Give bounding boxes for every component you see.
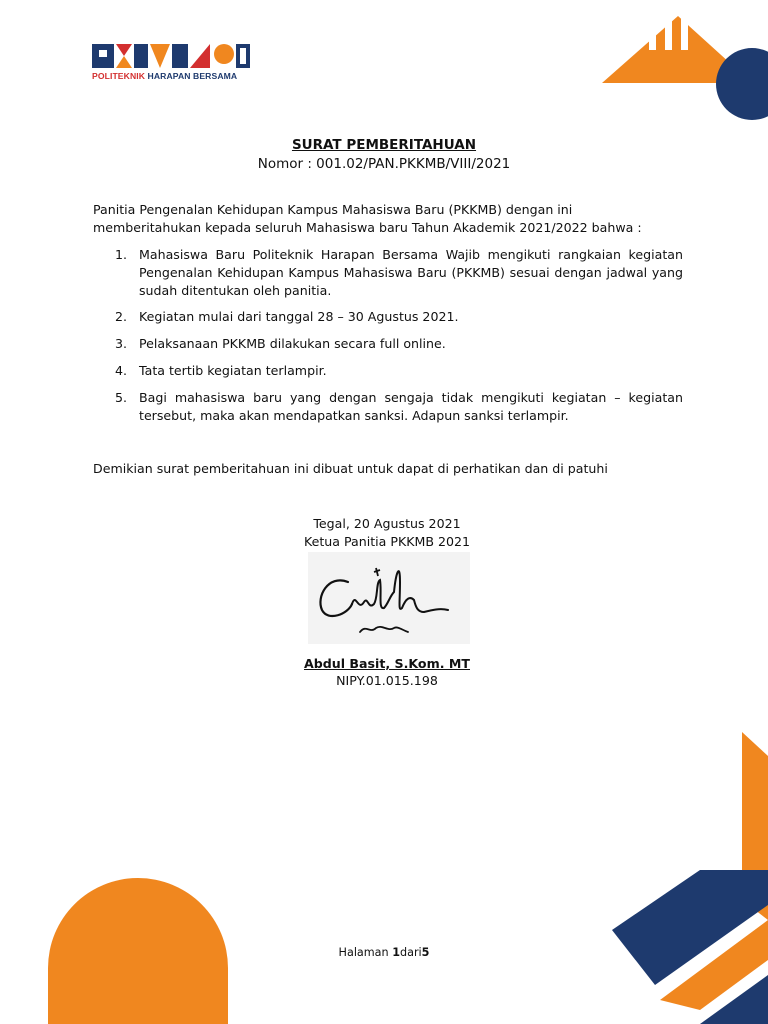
logo-subtitle-navy: HARAPAN BERSAMA — [147, 71, 238, 81]
page-label: Halaman — [338, 946, 393, 959]
page-current: 1 — [392, 946, 400, 959]
list-item-number: 2. — [115, 309, 128, 324]
signer-position: Ketua Panitia PKKMB 2021 — [303, 534, 471, 549]
page-total: 5 — [421, 946, 430, 959]
signer-id: NIPY.01.015.198 — [336, 673, 438, 688]
letter-title: SURAT PEMBERITAHUAN — [291, 137, 477, 153]
logo-subtitle — [92, 71, 237, 81]
list-item-text: Mahasiswa Baru Politeknik Harapan Bersama Wajib mengikuti rangkaian kegiatan Pengenalan Kehidupan Kampus Mahasiswa Baru (PKKMB) sesuai dengan jadwal yang sudah ditentukan oleh panitia. — [139, 247, 683, 298]
list-item-number: 1. — [115, 247, 128, 262]
top-right-notch — [649, 16, 656, 50]
list-item-number: 3. — [115, 336, 128, 351]
place-date: Tegal, 20 Agustus 2021 — [313, 516, 461, 531]
top-right-notch — [665, 16, 672, 50]
list-item-number: 5. — [115, 390, 128, 405]
signer-name: Abdul Basit, S.Kom. MT — [303, 656, 470, 671]
letter-number: Nomor : 001.02/PAN.PKKMB/VIII/2021 — [257, 156, 511, 172]
list-item-text: Bagi mahasiswa baru yang dengan sengaja tidak mengikuti kegiatan – kegiatan tersebut, maka akan mendapatkan sanksi. Adapun sanksi terlampir. — [139, 390, 683, 423]
letter-intro: Panitia Pengenalan Kehidupan Kampus Mahasiswa Baru (PKKMB) dengan ini memberitahukan kepada seluruh Mahasiswa baru Tahun Akademik 2021/2022 bahwa : — [93, 202, 642, 235]
page-sep: dari — [399, 946, 422, 959]
signature-image — [308, 552, 470, 644]
list-item-text: Kegiatan mulai dari tanggal 28 – 30 Agustus 2021. — [139, 309, 459, 324]
list-item-text: Pelaksanaan PKKMB dilakukan secara full online. — [139, 336, 446, 351]
top-right-notch — [681, 16, 688, 50]
logo-subtitle-red: POLITEKNIK — [92, 71, 148, 81]
letter-closing: Demikian surat pemberitahuan ini dibuat untuk dapat di perhatikan dan di patuhi — [93, 461, 608, 476]
handwritten-signature — [308, 552, 470, 644]
page-indicator — [0, 946, 768, 959]
list-item-number: 4. — [115, 363, 128, 378]
list-item-text: Tata tertib kegiatan terlampir. — [139, 363, 327, 378]
